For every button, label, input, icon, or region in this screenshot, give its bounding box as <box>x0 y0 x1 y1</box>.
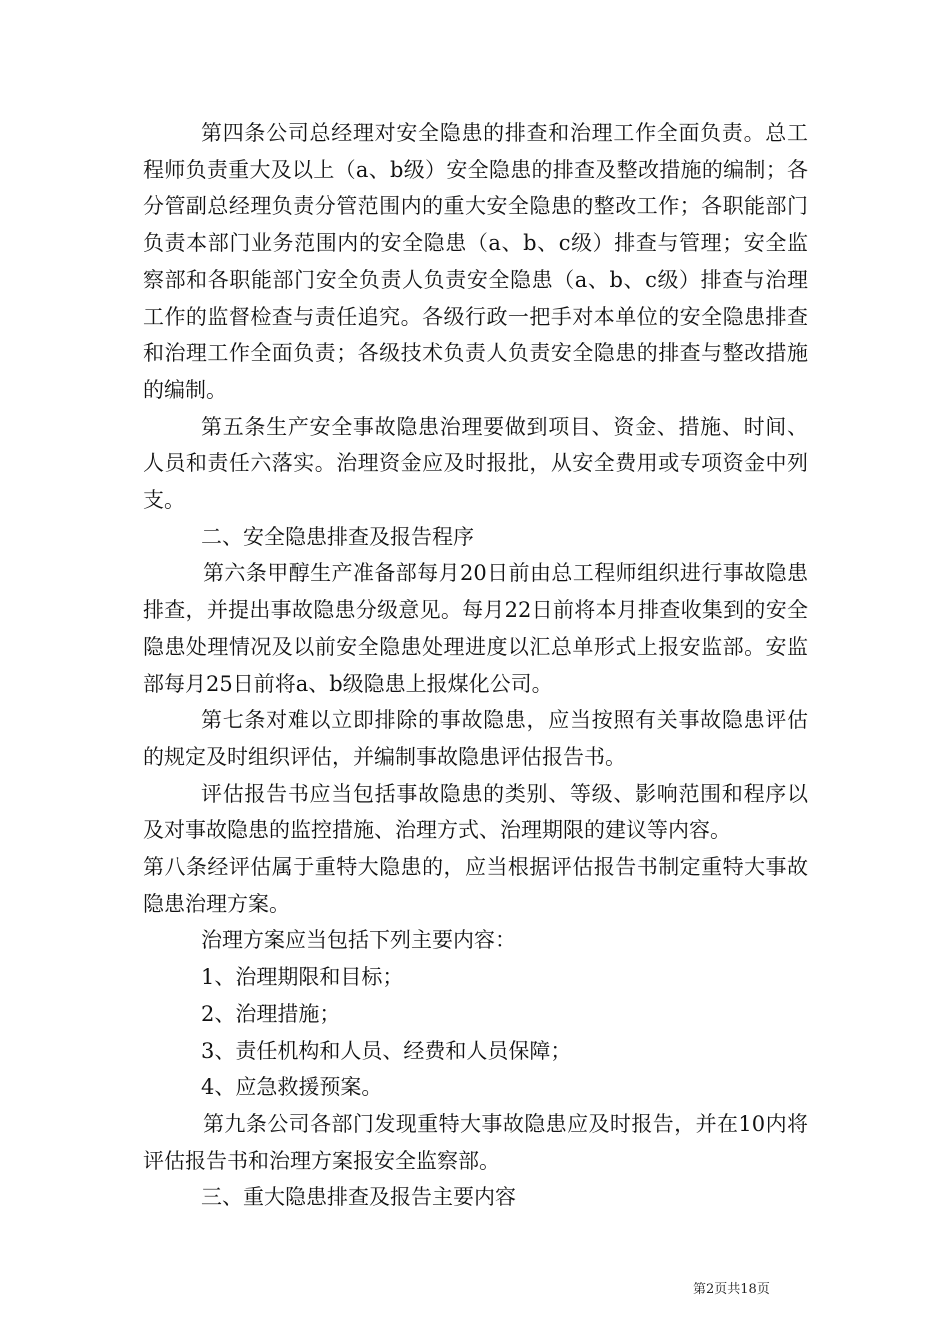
list-item: 1、治理期限和目标； <box>201 965 404 990</box>
list-item: 3、责任机构和人员、经费和人员保障； <box>201 1038 572 1063</box>
paragraph-article-5: 第五条生产安全事故隐患治理要做到项目、资金、措施、时间、人员和责任六落实。治理资金应及时报批，从安全费用或专项资金中列支。 <box>143 414 808 513</box>
section-heading-2: 二、安全隐患排查及报告程序 <box>201 524 474 549</box>
paragraph-article-6: 第六条甲醇生产准备部每月20日前由总工程师组织进行事故隐患排查，并提出事故隐患分级意见。每月22日前将本月排查收集到的安全隐患处理情况及以前安全隐患处理进度以汇总单形式上报安监部。安监部每月25日前将a、b级隐患上报煤化公司。 <box>143 561 808 696</box>
paragraph-article-8: 第八条经评估属于重特大隐患的，应当根据评估报告书制定重特大事故隐患治理方案。 <box>143 855 808 916</box>
list-item: 4、应急救援预案。 <box>201 1075 383 1100</box>
document-body <box>143 115 808 1216</box>
paragraph-assessment-report: 评估报告书应当包括事故隐患的类别、等级、影响范围和程序以及对事故隐患的监控措施、治理方式、治理期限的建议等内容。 <box>143 781 808 843</box>
paragraph-article-4: 第四条公司总经理对安全隐患的排查和治理工作全面负责。总工程师负责重大及以上（a、b级）安全隐患的排查及整改措施的编制；各分管副总经理负责分管范围内的重大安全隐患的整改工作；各职能部门负责本部门业务范围内的安全隐患（a、b、c级）排查与管理；安全监察部和各职能部门安全负责人负责安全隐患（a、b、c级）排查与治理工作的监督检查与责任追究。各级行政一把手对本单位的安全隐患排查和治理工作全面负责；各级技术负责人负责安全隐患的排查与整改措施的编制。 <box>143 121 808 402</box>
paragraph-plan-contents: 治理方案应当包括下列主要内容： <box>201 928 516 953</box>
section-heading-3: 三、重大隐患排查及报告主要内容 <box>201 1185 516 1210</box>
paragraph-article-9: 第九条公司各部门发现重特大事故隐患应及时报告，并在10内将评估报告书和治理方案报安全监察部。 <box>143 1111 808 1173</box>
list-item: 2、治理措施； <box>201 1001 341 1026</box>
page-number: 第2页共18页 <box>693 1282 770 1297</box>
paragraph-article-7: 第七条对难以立即排除的事故隐患，应当按照有关事故隐患评估的规定及时组织评估，并编制事故隐患评估报告书。 <box>143 708 808 769</box>
